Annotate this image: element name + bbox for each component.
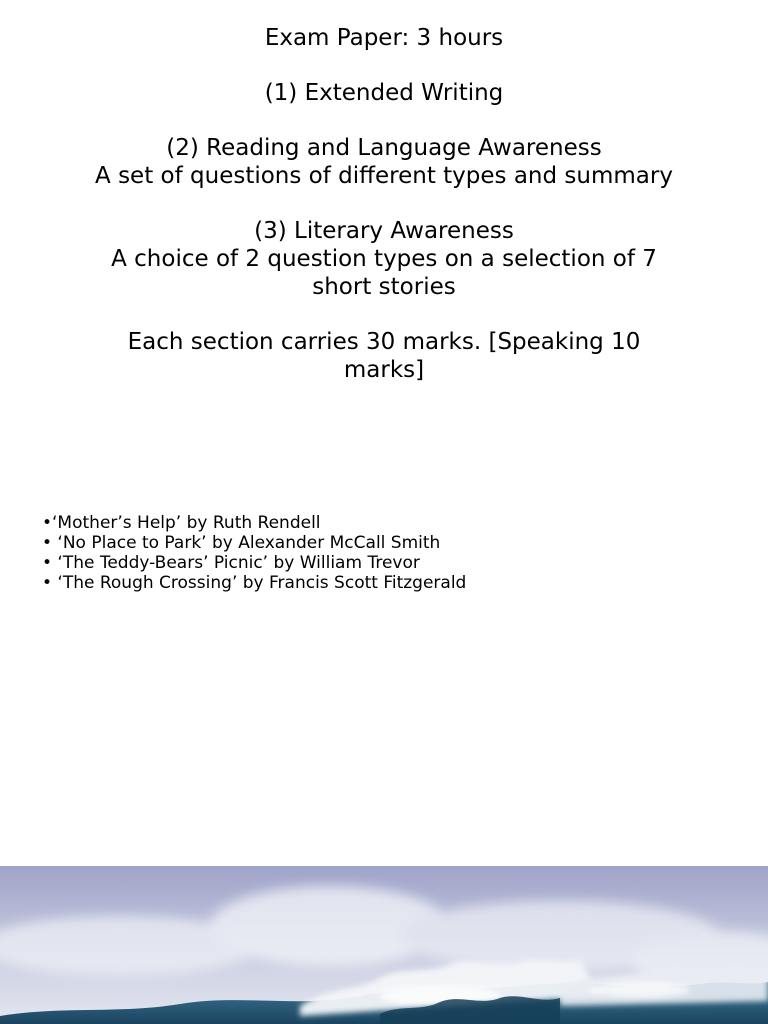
marks-note-line-2: marks] [343, 357, 425, 383]
list-item: • ‘No Place to Park’ by Alexander McCall Smith [42, 533, 441, 553]
list-item: • ‘The Rough Crossing’ by Francis Scott Fitzgerald [42, 573, 467, 593]
short-story-list [42, 513, 466, 593]
list-item: •‘Mother’s Help’ by Ruth Rendell [42, 513, 321, 533]
exam-overview [20, 24, 748, 384]
exam-duration: Exam Paper: 3 hours [264, 25, 504, 51]
section-3-title: (3) Literary Awareness [254, 218, 514, 244]
section-1-title: (1) Extended Writing [264, 80, 504, 106]
section-3-description-line-2: short stories [312, 274, 456, 300]
marks-note-line-1: Each section carries 30 marks. [Speaking 10 [127, 329, 641, 355]
stormy-sea-icon [0, 866, 768, 1024]
section-2-description: A set of questions of different types and summary [95, 163, 673, 189]
stormy-sea-image [0, 866, 768, 1024]
list-item: • ‘The Teddy-Bears’ Picnic’ by William Trevor [42, 553, 420, 573]
section-2-title: (2) Reading and Language Awareness [166, 135, 602, 161]
section-3-description-line-1: A choice of 2 question types on a selection of 7 [111, 246, 657, 272]
